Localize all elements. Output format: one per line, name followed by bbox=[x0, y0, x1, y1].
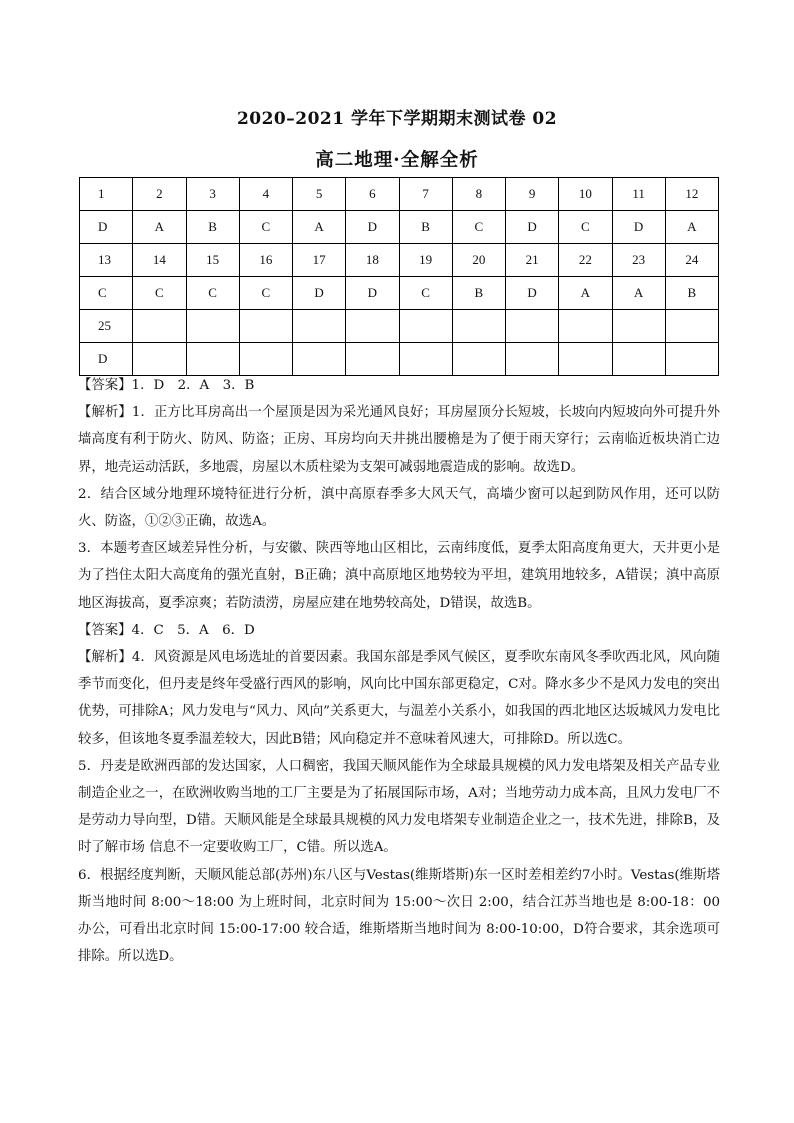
table-cell: C bbox=[133, 277, 186, 310]
table-cell: 6 bbox=[346, 178, 399, 211]
table-row bbox=[80, 178, 719, 211]
table-cell bbox=[612, 310, 665, 343]
table-cell bbox=[506, 310, 559, 343]
table-cell bbox=[346, 310, 399, 343]
table-cell: D bbox=[346, 211, 399, 244]
table-cell: 18 bbox=[346, 244, 399, 277]
table-cell: 5 bbox=[293, 178, 346, 211]
analysis-paragraph: 6．根据经度判断，天顺风能总部(苏州)东八区与Vestas(维斯塔斯)东一区时差相差约7小时。Vestas(维斯塔斯当地时间 8:00～18:00 为上班时间，北京时间为 15:00～次日 2:00，结合江苏当地也是 8:00-18：00 办公，可看出北京时间 15:00-17:00 较合适，维斯塔斯当地时间为 8:00-10:00，D符合要求，其余选项可排除。所以选D。 bbox=[78, 867, 720, 965]
table-cell: 23 bbox=[612, 244, 665, 277]
table-cell bbox=[133, 310, 186, 343]
table-cell bbox=[346, 343, 399, 376]
table-cell: A bbox=[133, 211, 186, 244]
table-cell: C bbox=[452, 211, 505, 244]
table-cell: C bbox=[399, 277, 452, 310]
table-cell: D bbox=[80, 343, 133, 376]
table-cell: 16 bbox=[239, 244, 292, 277]
table-cell bbox=[452, 343, 505, 376]
table-cell bbox=[665, 343, 718, 376]
table-cell: C bbox=[559, 211, 612, 244]
table-cell: 24 bbox=[665, 244, 718, 277]
table-cell bbox=[186, 310, 239, 343]
table-cell: B bbox=[665, 277, 718, 310]
analysis-paragraph: 3．本题考查区域差异性分析，与安徽、陕西等地山区相比，云南纬度低，夏季太阳高度角更大，天井更小是为了挡住太阳大高度角的强光直射，B正确；滇中高原地区地势较为平坦，建筑用地较多，A错误；滇中高原地区海拔高，夏季凉爽；若防渍涝，房屋应建在地势较高处，D错误，故选B。 bbox=[78, 541, 720, 611]
table-cell bbox=[559, 343, 612, 376]
table-cell: 22 bbox=[559, 244, 612, 277]
answer-line: 【答案】4．C 5．A 6．D bbox=[78, 622, 255, 638]
analysis-paragraph: 2．结合区域分地理环境特征进行分析，滇中高原春季多大风天气，高墙少窗可以起到防风作用，还可以防火、防盗，①②③正确，故选A。 bbox=[78, 486, 720, 530]
table-cell: A bbox=[665, 211, 718, 244]
table-cell: D bbox=[506, 211, 559, 244]
table-cell bbox=[293, 310, 346, 343]
table-cell: A bbox=[293, 211, 346, 244]
table-cell bbox=[399, 343, 452, 376]
table-cell bbox=[452, 310, 505, 343]
table-cell: 3 bbox=[186, 178, 239, 211]
analysis-paragraph: 【解析】4．风资源是风电场选址的首要因素。我国东部是季风气候区，夏季吹东南风冬季吹西北风，风向随季节而变化，但丹麦是终年受盛行西风的影响，风向比中国东部更稳定，C对。降水多少不是风力发电的突出优势，可排除A；风力发电与“风力、风向”关系更大，与温差小关系小，如我国的西北地区达坂城风力发电比较多，但该地冬夏季温差较大，因此B错；风向稳定并不意味着风速大，可排除D。所以选C。 bbox=[78, 650, 720, 747]
page-subtitle: 高二地理·全解全析 bbox=[315, 150, 479, 171]
table-cell: 4 bbox=[239, 178, 292, 211]
table-cell: 17 bbox=[293, 244, 346, 277]
table-cell: 15 bbox=[186, 244, 239, 277]
answer-table bbox=[79, 177, 719, 376]
table-cell bbox=[559, 310, 612, 343]
analysis-paragraph: 5．丹麦是欧洲西部的发达国家，人口稠密，我国天顺风能作为全球最具规模的风力发电塔架及相关产品专业制造企业之一，在欧洲收购当地的工厂主要是为了拓展国际市场，A对；当地劳动力成本高，且风力发电厂不是劳动力导向型，D错。天顺风能是全球最具规模的风力发电塔架专业制造企业之一，技术先进，排除B，及时了解市场 信息不一定要收购工厂，C错。所以选A。 bbox=[78, 758, 720, 856]
table-cell: 10 bbox=[559, 178, 612, 211]
table-cell: 21 bbox=[506, 244, 559, 277]
table-cell bbox=[665, 310, 718, 343]
table-cell: 12 bbox=[665, 178, 718, 211]
table-cell: 13 bbox=[80, 244, 133, 277]
table-cell bbox=[133, 343, 186, 376]
table-cell: 8 bbox=[452, 178, 505, 211]
table-row bbox=[80, 277, 719, 310]
table-cell: 25 bbox=[80, 310, 133, 343]
table-cell: A bbox=[559, 277, 612, 310]
table-row bbox=[80, 211, 719, 244]
answer-line: 【答案】1．D 2．A 3．B bbox=[78, 378, 255, 393]
table-cell: B bbox=[186, 211, 239, 244]
table-cell: 19 bbox=[399, 244, 452, 277]
table-cell: D bbox=[293, 277, 346, 310]
table-cell: C bbox=[80, 277, 133, 310]
table-cell: D bbox=[80, 211, 133, 244]
solution-content bbox=[78, 372, 720, 970]
table-cell bbox=[239, 310, 292, 343]
table-cell bbox=[293, 343, 346, 376]
analysis-paragraph: 【解析】1．正方比耳房高出一个屋顶是因为采光通风良好；耳房屋顶分长短坡，长坡向内短坡向外可提升外墙高度有利于防火、防风、防盗；正房、耳房均向天井挑出腰檐是为了便于雨天穿行；云南临近板块消亡边界，地壳运动活跃，多地震，房屋以木质柱梁为支架可减弱地震造成的影响。故选D。 bbox=[78, 405, 720, 475]
table-cell: D bbox=[506, 277, 559, 310]
table-cell: D bbox=[612, 211, 665, 244]
table-cell: 7 bbox=[399, 178, 452, 211]
table-cell: D bbox=[346, 277, 399, 310]
table-cell: 2 bbox=[133, 178, 186, 211]
table-cell: B bbox=[399, 211, 452, 244]
table-cell bbox=[239, 343, 292, 376]
table-cell: B bbox=[452, 277, 505, 310]
page-title: 2020–2021 学年下学期期末测试卷 02 bbox=[236, 109, 558, 129]
table-cell: 14 bbox=[133, 244, 186, 277]
table-cell bbox=[399, 310, 452, 343]
table-cell: 1 bbox=[80, 178, 133, 211]
table-cell: C bbox=[239, 211, 292, 244]
table-cell bbox=[506, 343, 559, 376]
table-row bbox=[80, 244, 719, 277]
table-cell: C bbox=[186, 277, 239, 310]
table-cell: A bbox=[612, 277, 665, 310]
table-cell: 11 bbox=[612, 178, 665, 211]
table-cell: 9 bbox=[506, 178, 559, 211]
table-row bbox=[80, 343, 719, 376]
table-cell bbox=[186, 343, 239, 376]
table-cell: C bbox=[239, 277, 292, 310]
table-cell bbox=[612, 343, 665, 376]
table-row bbox=[80, 310, 719, 343]
table-cell: 20 bbox=[452, 244, 505, 277]
